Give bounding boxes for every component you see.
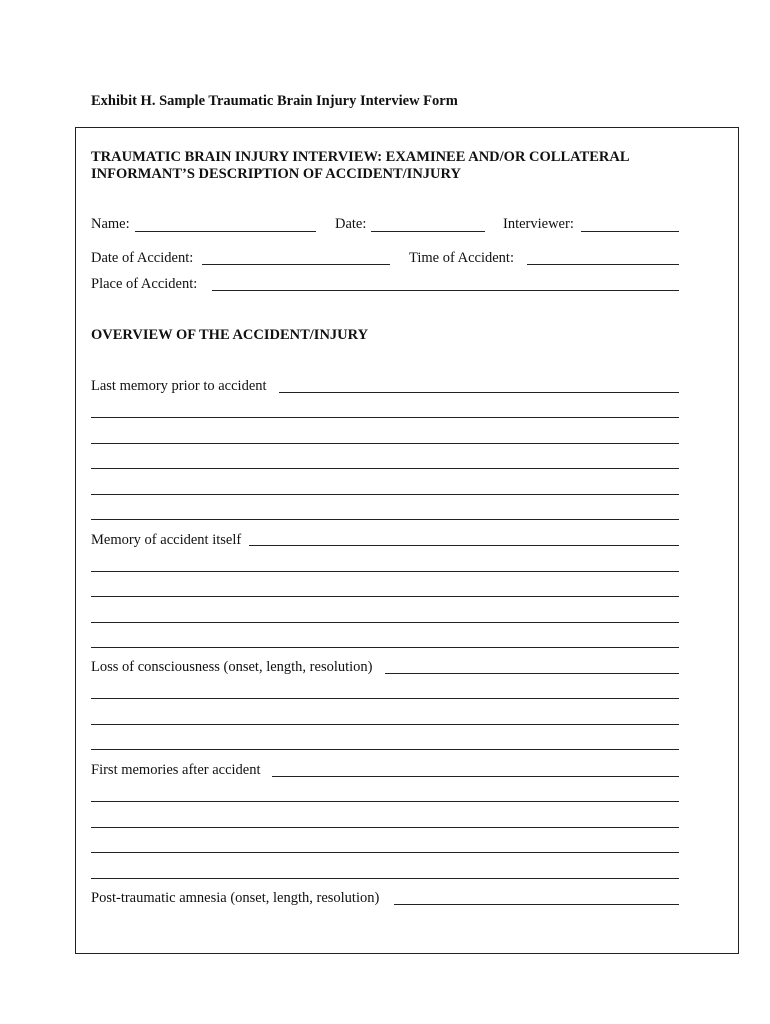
memory-of-accident-label: Memory of accident itself: [91, 532, 242, 548]
post-traumatic-amnesia-field[interactable]: [394, 904, 679, 905]
last-memory-line[interactable]: [91, 468, 679, 469]
loss-of-consciousness-line[interactable]: [91, 698, 679, 699]
loss-of-consciousness-label: Loss of consciousness (onset, length, resolution): [91, 659, 373, 675]
first-memories-line[interactable]: [91, 852, 679, 853]
date-of-accident-field[interactable]: [202, 264, 390, 265]
date-of-accident-label: Date of Accident:: [91, 250, 194, 266]
last-memory-line[interactable]: [91, 519, 679, 520]
memory-of-accident-line[interactable]: [91, 571, 679, 572]
name-label: Name:: [91, 216, 130, 232]
place-of-accident-field[interactable]: [212, 290, 679, 291]
last-memory-field[interactable]: [279, 392, 679, 393]
exhibit-title: Exhibit H. Sample Traumatic Brain Injury Interview Form: [91, 93, 458, 109]
last-memory-line[interactable]: [91, 417, 679, 418]
loss-of-consciousness-field[interactable]: [385, 673, 679, 674]
last-memory-line[interactable]: [91, 494, 679, 495]
first-memories-field[interactable]: [272, 776, 679, 777]
form-heading-line2: INFORMANT’S DESCRIPTION OF ACCIDENT/INJURY: [91, 166, 461, 182]
name-field[interactable]: [135, 231, 316, 232]
time-of-accident-field[interactable]: [527, 264, 679, 265]
post-traumatic-amnesia-label: Post-traumatic amnesia (onset, length, resolution): [91, 890, 380, 906]
last-memory-line[interactable]: [91, 443, 679, 444]
first-memories-line[interactable]: [91, 878, 679, 879]
memory-of-accident-field[interactable]: [249, 545, 679, 546]
form-heading-line1: TRAUMATIC BRAIN INJURY INTERVIEW: EXAMINEE AND/OR COLLATERAL: [91, 149, 630, 165]
overview-heading: OVERVIEW OF THE ACCIDENT/INJURY: [91, 327, 369, 343]
loss-of-consciousness-line[interactable]: [91, 749, 679, 750]
date-field[interactable]: [371, 231, 485, 232]
interviewer-label: Interviewer:: [503, 216, 574, 232]
first-memories-line[interactable]: [91, 801, 679, 802]
date-label: Date:: [335, 216, 367, 232]
loss-of-consciousness-line[interactable]: [91, 724, 679, 725]
memory-of-accident-line[interactable]: [91, 596, 679, 597]
first-memories-label: First memories after accident: [91, 762, 261, 778]
interviewer-field[interactable]: [581, 231, 679, 232]
place-of-accident-label: Place of Accident:: [91, 276, 198, 292]
memory-of-accident-line[interactable]: [91, 647, 679, 648]
last-memory-label: Last memory prior to accident: [91, 378, 267, 394]
time-of-accident-label: Time of Accident:: [409, 250, 514, 266]
first-memories-line[interactable]: [91, 827, 679, 828]
memory-of-accident-line[interactable]: [91, 622, 679, 623]
